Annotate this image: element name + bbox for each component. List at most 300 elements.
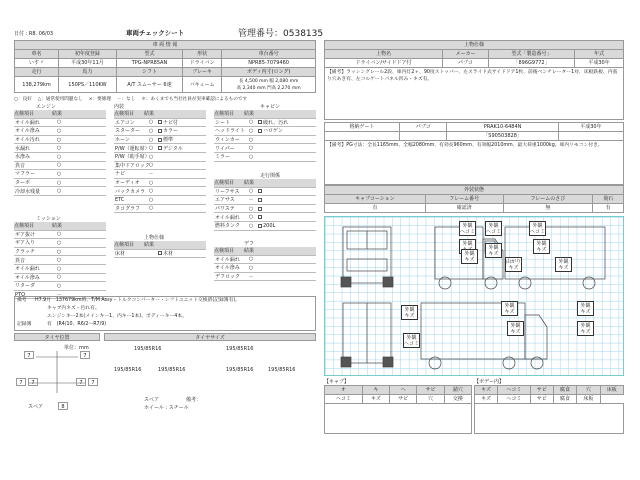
interior-item-label: ナビ xyxy=(115,171,126,178)
tire-note-label: 備考： xyxy=(186,397,202,403)
mission-item-result: ○ xyxy=(56,231,62,238)
damage-tag-type: 外観 xyxy=(536,240,547,247)
body-remark-1 xyxy=(324,68,624,120)
interior-row xyxy=(114,127,206,136)
mission-item-label: クラッチ xyxy=(15,249,35,256)
mission-item-result: ○ xyxy=(56,274,62,281)
damage-label: サビ xyxy=(530,395,553,404)
cabin-section xyxy=(214,103,316,162)
damage-tag-type: 外観 xyxy=(510,322,521,329)
interior-item-result: ○ xyxy=(148,162,154,169)
engine-item-result: ○ xyxy=(56,127,62,134)
checkbox-icon xyxy=(158,138,162,142)
col-serial: 型式「製造番号」 xyxy=(488,50,574,59)
running-item-label: オイル漏れ xyxy=(215,214,240,221)
diff-item-result: ○ xyxy=(248,256,254,263)
tire-size-rro: 195/85R16 xyxy=(268,367,296,373)
tire-fl: 7 xyxy=(24,351,34,359)
cargo-check xyxy=(158,250,173,257)
cargo-title: 上物仕様 xyxy=(144,235,165,241)
engine-item-result: ○ xyxy=(56,145,62,152)
diff-item-label: デフロック xyxy=(215,274,240,281)
running-check xyxy=(258,198,263,202)
damage-label: 交換 xyxy=(444,395,471,404)
interior-item-result: ○ xyxy=(148,136,154,143)
col-body-dim: ボディ内寸(ロング) xyxy=(222,68,316,77)
damage-tag-detail: キズ xyxy=(580,328,591,335)
cabin-row xyxy=(214,119,316,128)
damage-tag xyxy=(529,221,546,236)
cargo-section xyxy=(114,234,206,258)
running-col-item: 点検項目 xyxy=(214,180,235,187)
sheet-title: 車両チェックシート xyxy=(126,29,185,37)
interior-row xyxy=(114,162,206,171)
diff-item-result: － xyxy=(248,274,254,281)
interior-item-result: ○ xyxy=(148,119,154,126)
diff-item-label: オイル滲み xyxy=(215,265,240,272)
interior-col-result: 結果 xyxy=(144,111,155,118)
mission-item-label: オイル滲み xyxy=(15,274,40,281)
mission-row xyxy=(14,274,106,283)
interior-item-result: ○ xyxy=(148,127,154,134)
tire-rlo: 7 xyxy=(16,378,26,386)
damage-tag xyxy=(485,243,502,258)
running-item-result: ○ xyxy=(248,188,254,195)
vehicle-info-table xyxy=(14,40,316,93)
damage-tag-detail: キズ xyxy=(504,308,515,315)
damage-tag-detail: ヘコミ xyxy=(404,340,420,347)
tire-size-section xyxy=(104,333,316,415)
col-shape: 形状 xyxy=(183,50,222,59)
damage-tag xyxy=(505,257,522,272)
val-shift: A/T スムーサー 6速 xyxy=(116,77,182,93)
gate-serial: 「S90503828」 xyxy=(447,132,558,141)
mgmt-value: 0538135 xyxy=(283,29,324,39)
tire-position-section xyxy=(14,333,100,415)
running-item-label: リーフサス xyxy=(215,188,240,195)
engine-item-label: オイル汚れ xyxy=(15,137,40,144)
engine-col-item: 点検項目 xyxy=(14,111,35,118)
interior-row xyxy=(114,187,206,196)
interior-row xyxy=(114,205,206,214)
interior-section xyxy=(114,103,206,213)
engine-item-label: オイル漏れ xyxy=(15,119,40,126)
cabin-check-label: ハロゲン xyxy=(263,128,283,135)
engine-title: エンジン xyxy=(36,104,56,110)
damage-tag-detail: キズ xyxy=(404,312,415,319)
mission-item-result: ○ xyxy=(56,265,62,272)
damage-tag-detail: キズ xyxy=(558,264,569,271)
tire-size-fl: 195/85R16 xyxy=(134,346,162,352)
remark1-label: 【備考】 xyxy=(327,70,347,75)
engine-row xyxy=(14,127,106,136)
checkbox-icon xyxy=(258,224,262,228)
val-model: TPG-NPR85AN xyxy=(116,59,182,68)
cabin-col-item: 点検項目 xyxy=(214,111,235,118)
interior-item-result: ○ xyxy=(148,188,154,195)
engine-row xyxy=(14,170,106,179)
cargo-col-result: 結果 xyxy=(144,242,155,249)
damage-tag xyxy=(507,321,524,336)
damage-tag xyxy=(461,249,478,264)
interior-check-label: カラー xyxy=(163,128,179,135)
legend xyxy=(14,96,316,102)
running-check xyxy=(258,223,275,229)
col-mileage: 走行 xyxy=(15,68,59,77)
cabin-col-result: 結果 xyxy=(244,111,255,118)
interior-col-item: 点検項目 xyxy=(114,111,135,118)
running-check xyxy=(258,207,263,211)
damage-tag xyxy=(555,257,572,272)
engine-row xyxy=(14,187,106,196)
remarks-label: 備考 xyxy=(17,298,27,303)
running-row xyxy=(214,222,316,231)
col-stone: 飛石 xyxy=(593,195,624,204)
legend-note: ＊：あくまでも当社社員が実車確認によるものです xyxy=(141,97,247,102)
remarks-line-3: エンジンキー2本(メインキー1、内キー1本)、ボディーキー4本。 xyxy=(47,314,187,319)
remarks-box xyxy=(14,296,316,331)
interior-row xyxy=(114,179,206,188)
wheel-type: ホイール : スチール xyxy=(144,405,189,411)
diff-col-item: 点検項目 xyxy=(214,248,235,255)
damage-tag-type: 外観 xyxy=(488,244,499,251)
cabin-item-label: ミラー xyxy=(215,154,231,161)
damage-tag xyxy=(403,333,420,348)
damage-label: 穴 xyxy=(417,395,444,404)
damage-tag-type: 外観 xyxy=(406,334,417,341)
mission-item-label: ギア入り xyxy=(15,240,36,247)
col-brake: ブレーキ xyxy=(183,68,222,77)
interior-title: 内装 xyxy=(114,104,125,110)
mission-item-result: ○ xyxy=(56,239,62,246)
running-item-result: － xyxy=(248,197,254,204)
engine-item-result: ○ xyxy=(56,162,62,169)
interior-item-label: ETC xyxy=(115,196,125,203)
damage-tag-type: 由がり xyxy=(506,258,522,265)
exterior-table xyxy=(324,185,624,213)
damage-tag-detail: キズ xyxy=(488,250,499,257)
interior-item-result: ○ xyxy=(148,179,154,186)
damage-tag xyxy=(533,239,550,254)
interior-item-result: ○ xyxy=(148,196,154,203)
damage-label: 腐食 xyxy=(553,395,576,404)
mission-item-label: オイル漏れ xyxy=(15,266,40,273)
val-serial: 「896G9772」 xyxy=(488,59,574,68)
mgmt-label: 管理番号： xyxy=(238,29,284,39)
interior-row xyxy=(114,136,206,145)
val-maker: パブコ xyxy=(443,59,489,68)
diff-row xyxy=(214,273,316,282)
engine-row xyxy=(14,144,106,153)
cargo-item-label: 床材 xyxy=(115,250,126,257)
cabin-item-label: ウィンカー xyxy=(215,137,240,144)
col-power: 馬力 xyxy=(59,68,117,77)
checkbox-icon xyxy=(258,198,262,202)
damage-col: サビ xyxy=(530,386,553,395)
running-item-label: パワステ xyxy=(215,206,235,213)
checkbox-icon xyxy=(158,129,162,133)
mission-item-result: － xyxy=(56,292,62,299)
running-row xyxy=(214,213,316,222)
cargo-check-label: 木材 xyxy=(163,250,174,257)
damage-col: ヘコミ xyxy=(498,386,530,395)
damage-tag-type: 外観 xyxy=(558,258,569,265)
interior-row xyxy=(114,144,206,153)
engine-section xyxy=(14,103,106,196)
interior-check-label: デジタル xyxy=(163,145,183,152)
running-col-result: 結果 xyxy=(244,180,255,187)
checkbox-icon xyxy=(258,120,262,124)
running-check xyxy=(258,215,263,219)
body-damage-table xyxy=(474,378,624,434)
interior-item-label: 集中ドアロック xyxy=(115,162,150,169)
running-row xyxy=(214,196,316,205)
interior-item-label: ホーン xyxy=(115,137,130,144)
running-item-label: 燃料タンク xyxy=(215,223,240,230)
mission-item-result: ○ xyxy=(56,248,62,255)
interior-item-label: タコグラフ xyxy=(115,205,141,212)
interior-row xyxy=(114,119,206,128)
remark2-text: PG寸法：全長1165mm、全幅2080mm、有効長960mm、有効幅2010mm、最大荷重1000kg。庫内リモコン付き。 xyxy=(346,143,603,148)
running-check xyxy=(258,189,263,193)
mission-item-label: 異音 xyxy=(15,257,26,264)
damage-col: キズ xyxy=(475,386,498,395)
mission-col-result: 結果 xyxy=(52,223,63,230)
checkbox-icon xyxy=(158,146,162,150)
tire-pos-title: タイヤ位置 xyxy=(14,333,100,341)
val-stone: 有 xyxy=(593,204,624,213)
cabin-item-result: ○ xyxy=(248,136,254,143)
engine-col-result: 結果 xyxy=(52,111,63,118)
interior-row xyxy=(114,170,206,179)
damage-tag-detail: ヘコミ xyxy=(530,228,546,235)
cargo-col-item: 点検項目 xyxy=(114,242,135,249)
engine-row xyxy=(14,179,106,188)
val-brake: バキューム xyxy=(183,77,222,93)
checkbox-icon xyxy=(158,251,162,255)
record-value: 有 (R4/10、R6/2〜R7/9) xyxy=(47,322,107,327)
mission-row xyxy=(14,248,106,257)
spare-size-label: スペア xyxy=(144,397,160,403)
damage-col: 腐食 xyxy=(553,386,576,395)
cabin-row xyxy=(214,136,316,145)
body-spec-table xyxy=(324,40,624,185)
running-item-label: エアサス xyxy=(215,197,235,204)
damage-label: ヘコミ xyxy=(325,395,363,404)
damage-tag-type: 外観 xyxy=(580,322,591,329)
val-cab-caution: 有 xyxy=(325,204,426,213)
damage-tag-type: 外観 xyxy=(532,222,543,229)
damage-col: 錆穴 xyxy=(444,386,471,395)
checkbox-icon xyxy=(258,215,262,219)
damage-tag-detail: キズ xyxy=(536,246,547,253)
legend-ok: △：通常使用問題なし xyxy=(37,97,83,102)
mission-row xyxy=(14,265,106,274)
damage-col: キ xyxy=(362,386,389,395)
mission-row xyxy=(14,231,106,240)
vehicle-info-title: 車 両 情 報 xyxy=(15,41,316,50)
damage-col: 穴 xyxy=(577,386,600,395)
checkbox-icon xyxy=(158,120,162,124)
exterior-title: 外装状態 xyxy=(325,186,624,195)
damage-tag-type: 外観 xyxy=(404,306,415,313)
mission-item-label: リターダ xyxy=(15,283,36,290)
body-remark-2 xyxy=(324,141,624,185)
checkbox-icon xyxy=(258,189,262,193)
damage-label: 床板 xyxy=(577,395,600,404)
remark1-text: ラッシングレール2段、庫内灯2ヶ、90度ストッパー、左スライド式サイドドア1枚、前後ベンチレーター1対、床板鉄板、内張り穴あき有、左コルゲートパネル凹み・キズ有。 xyxy=(327,70,618,82)
tire-unit: 単位：mm xyxy=(64,345,89,351)
date-label: 日付 : R8. 06/03 xyxy=(14,31,54,37)
damage-tag xyxy=(501,301,518,316)
engine-row xyxy=(14,162,106,171)
remark2-label: 【備考】 xyxy=(327,143,347,148)
col-maker: メーカー xyxy=(443,50,489,59)
val-first-reg: 平成30年11月 xyxy=(59,59,117,68)
diff-title: デフ xyxy=(244,241,255,247)
running-item-result: ○ xyxy=(248,222,254,229)
tire-size-title: タイヤサイズ xyxy=(104,333,316,341)
mission-item-label: ギア抜け xyxy=(15,231,36,238)
checkbox-icon xyxy=(258,129,262,133)
engine-item-label: マフラー xyxy=(15,171,36,178)
cabin-row xyxy=(214,153,316,162)
remarks-line-2: キャブ内キズ・汚れ有。 xyxy=(47,306,100,311)
cabin-row xyxy=(214,144,316,153)
col-body-name: 上物名 xyxy=(325,50,443,59)
body-spec-title: 上物仕様 xyxy=(325,41,624,50)
engine-item-label: 水滲み xyxy=(15,154,31,161)
damage-tag-type: 外観 xyxy=(462,240,473,247)
tire-size-fr: 195/85R16 xyxy=(226,346,254,352)
diff-item-label: オイル漏れ xyxy=(215,256,240,263)
interior-check xyxy=(158,119,178,126)
mission-item-result: ○ xyxy=(56,257,62,264)
mission-row xyxy=(14,282,106,291)
damage-tag-type: 外観 xyxy=(580,302,591,309)
diff-section xyxy=(214,240,316,281)
diff-row xyxy=(214,256,316,265)
engine-item-result: ○ xyxy=(56,170,62,177)
val-name: いすゞ xyxy=(15,59,59,68)
record-label: 記録簿 xyxy=(17,322,32,327)
col-year: 年式 xyxy=(575,50,624,59)
engine-item-result: ○ xyxy=(56,119,62,126)
damage-tag-type: 外観 xyxy=(464,250,475,257)
interior-row xyxy=(114,153,206,162)
interior-check xyxy=(158,127,178,134)
val-frame-no: 確認済 xyxy=(425,204,503,213)
val-shape: ドライバン xyxy=(183,59,222,68)
tire-spare: 8 xyxy=(58,402,68,410)
cab-damage-title: 【キャブ】 xyxy=(324,379,350,385)
running-item-result: ○ xyxy=(248,214,254,221)
col-chassis: 車台番号 xyxy=(222,50,316,59)
cargo-row xyxy=(114,250,206,259)
damage-col: オ xyxy=(325,386,363,395)
col-cab-caution: キャブコーション xyxy=(325,195,426,204)
damage-tag xyxy=(485,221,502,236)
val-mileage: 138,279km xyxy=(15,77,59,93)
damage-label: キズ xyxy=(362,395,389,404)
cabin-title: キャビン xyxy=(260,104,281,110)
mission-item-label: PTO xyxy=(15,291,26,298)
cabin-item-label: ヘッドライト xyxy=(215,128,245,135)
remarks-line-1: H7.9月 137679km時、T/M Assy・トルクコンバーター・シフトユニット交換済(記録簿有)。 xyxy=(35,298,241,303)
legend-none: －：なし xyxy=(116,97,136,102)
damage-col: ヘ xyxy=(389,386,416,395)
running-row xyxy=(214,188,316,197)
mission-row xyxy=(14,256,106,265)
val-body-name: ドライバン/サイドドア付 xyxy=(325,59,443,68)
cabin-item-label: ワイパー xyxy=(215,145,235,152)
col-frame-rust: フレームのさび xyxy=(503,195,593,204)
gate-label: 格納ゲート xyxy=(325,123,400,132)
interior-check-label: ナビ付 xyxy=(163,119,179,126)
gate-year: 平成30年 xyxy=(558,123,623,132)
damage-col: サビ xyxy=(417,386,444,395)
interior-item-label: P/W（助手席） xyxy=(115,154,150,161)
tire-rro: 7 xyxy=(88,378,98,386)
damage-tag-detail: キズ xyxy=(580,308,591,315)
damage-col: 床板 xyxy=(600,386,623,395)
val-dims-1: 長 4,500 mm 幅 2,080 mm xyxy=(238,78,299,84)
cabin-check-label: 破れ、汚れ xyxy=(263,119,289,126)
damage-tag-detail: ヘコミ xyxy=(460,228,476,235)
engine-item-label: オイル滲み xyxy=(15,128,40,135)
interior-item-result: ○ xyxy=(148,153,154,160)
running-row xyxy=(214,205,316,214)
checkbox-icon xyxy=(258,207,262,211)
tire-rri: 7 xyxy=(76,378,86,386)
col-frame-no: フレーム番号 xyxy=(425,195,503,204)
diff-col-result: 結果 xyxy=(244,248,255,255)
gate-model: PRAK10-6484N xyxy=(447,123,558,132)
damage-tag xyxy=(401,305,418,320)
tire-fr: 7 xyxy=(80,351,90,359)
damage-label: キズ xyxy=(475,395,498,404)
interior-item-label: P/W（運転席） xyxy=(115,145,150,152)
legend-repair: ×：要修理 xyxy=(88,97,111,102)
damage-tag-type: 外観 xyxy=(488,222,499,229)
mission-section xyxy=(14,215,106,299)
gate-maker: パブコ xyxy=(399,123,447,132)
val-year: 平成30年 xyxy=(575,59,624,68)
interior-item-label: スターター xyxy=(115,128,141,135)
damage-diagram xyxy=(324,216,624,376)
engine-item-label: 冷却水残量 xyxy=(15,188,41,195)
col-model: 型式 xyxy=(116,50,182,59)
interior-item-label: オーディオ xyxy=(115,180,140,187)
cabin-item-result: ○ xyxy=(248,153,254,160)
cabin-item-label: シート xyxy=(215,119,231,126)
engine-item-result: ○ xyxy=(56,179,62,186)
val-dims-2: 高 2,340 mm 門高 2,270 mm xyxy=(236,85,301,91)
cabin-check xyxy=(258,127,283,134)
running-title: 走行関係 xyxy=(260,173,281,179)
cabin-row xyxy=(214,127,316,136)
engine-item-label: 水漏れ xyxy=(15,145,31,152)
interior-item-result: － xyxy=(148,171,154,178)
val-power: 150PS／110KW xyxy=(59,77,117,93)
interior-check-label: 標準 xyxy=(163,137,174,144)
damage-tag-type: 外観 xyxy=(504,302,515,309)
damage-tag xyxy=(459,221,476,236)
engine-item-result: ○ xyxy=(56,136,62,143)
running-section xyxy=(214,172,316,231)
diff-row xyxy=(214,264,316,273)
damage-label: サビ xyxy=(389,395,416,404)
